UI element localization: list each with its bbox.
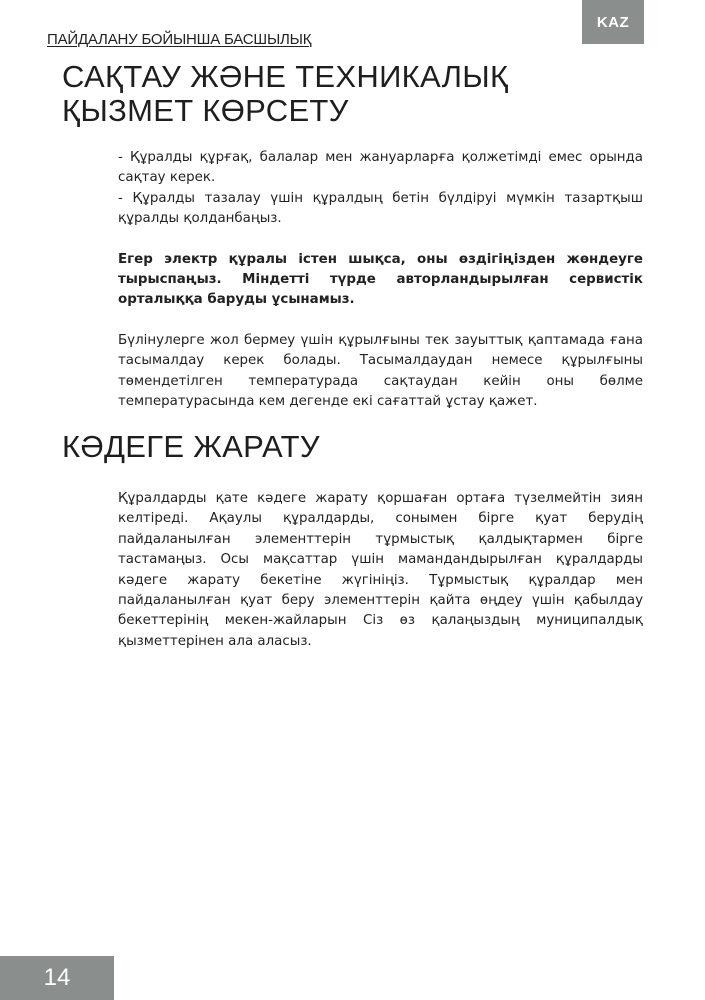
page-number: 14 xyxy=(0,956,114,1000)
language-tab: KAZ xyxy=(582,0,644,44)
storage-maintenance-title: САҚТАУ ЖӘНЕ ТЕХНИКАЛЫҚ ҚЫЗМЕТ КӨРСЕТУ xyxy=(62,59,509,128)
transport-instructions: Бүлінулерге жол бермеу үшін құрылғыны тек зауыттық қаптамада ғана тасымалдау керек болады. Тасымалдаудан немесе құрылғыны төмендетілген температурада сақтаудан кейін оны бөлме температурасында кем дегенде екі сағаттай ұстау қажет. xyxy=(118,332,643,410)
storage-section-body xyxy=(118,148,643,412)
repair-warning: Егер электр құралы істен шықса, оны өздігіңізден жөндеуге тырыспаңыз. Міндетті түрде авторландырылған сервистік орталыққа баруды ұсынамыз. xyxy=(118,251,643,308)
storage-bullet-cleaning: - Құралды тазалау үшін құралдың бетін бүлдіруі мүмкін тазартқыш құралды қолданбаңыз. xyxy=(118,190,643,227)
disposal-section-body xyxy=(118,489,643,652)
disposal-title: КӘДЕГЕ ЖАРАТУ xyxy=(62,429,320,464)
disposal-text: Құралдарды қате кәдеге жарату қоршаған ортаға түзелмейтін зиян келтіреді. Ақаулы құралдарды, сонымен бірге қуат берудің пайдаланылған элементтерін тұрмыстық қалдықтармен бірге тастамаңыз. Осы мақсаттар үшін мамандандырылған құралдарды кәдеге жарату бекетіне жүгініңіз. Тұрмыстық құралдар мен пайдаланылған қуат беру элементтерін қайта өңдеу үшін қабылдау бекеттерінің мекен-жайларын Сіз өз қалаңыздың муниципалдық қызметтерінен ала аласыз. xyxy=(118,491,643,649)
running-header: ПАЙДАЛАНУ БОЙЫНША БАСШЫЛЫҚ xyxy=(47,31,312,48)
storage-bullet-dry-place: - Құралды құрғақ, балалар мен жануарларға қолжетімді емес орында сақтау керек. xyxy=(118,150,643,186)
